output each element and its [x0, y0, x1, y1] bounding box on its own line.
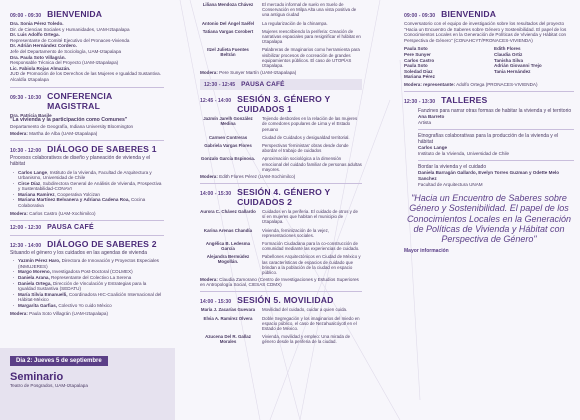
break1-header [10, 224, 164, 231]
project-quote: "Hacia un Encuentro de Saberes sobre Género y Sostenibilidad. El papel de los Conocimientos Locales en la Generación de Políticas de Vivienda y Hábitat con Perspectiva de Género" [406, 193, 572, 244]
keynote-time: 09:30 - 10:30 [10, 94, 42, 101]
workshop-item [418, 133, 574, 156]
divider [200, 183, 362, 184]
speaker-name: Itzel Julieta Fuentes Beltrán [207, 47, 249, 58]
item-detail: Cocina Colaborativa [18, 197, 146, 209]
item-name: Circe Díaz [18, 180, 41, 186]
dialogue1-subtitle: Procesos colaborativos de diseño y planeación de vivienda y el hábitat [10, 155, 151, 167]
break1-time: 12:00 - 12:30 [10, 224, 42, 231]
talleres-time: 12:30 - 13:30 [404, 98, 436, 105]
item-name: Yazmín Pérez Haro, [18, 258, 61, 264]
speaker-name: María J. Zacarías Guevara [200, 307, 256, 313]
day2-title: Seminario [10, 371, 64, 383]
dialogue2-subtitle: Situando el género y los cuidados en las agendas de vivienda [10, 249, 148, 256]
divider [10, 220, 164, 221]
team-name: Tanisha Silva [494, 57, 524, 63]
column-day-2 [400, 0, 580, 420]
dialogue1-time: 10:30 - 12:00 [10, 148, 42, 155]
item-name: Margarita Garfias, [18, 303, 58, 308]
talk-title: Aproximación sociológica a la dimensión emocional del cuidado familiar de personas adultas mayores. [262, 156, 362, 172]
session5-title: SESIÓN 5. MOVILIDAD [237, 295, 334, 306]
speaker-name: Aurora C. Chávez Gallardo [200, 209, 256, 215]
workshop-host: Carlos Lange [418, 145, 448, 151]
speaker-name: Liliana Mendoza Chávez [202, 2, 254, 7]
session3-header [200, 94, 362, 114]
column-sessions [196, 0, 366, 420]
team-name: Tania Hernández [494, 68, 531, 74]
break-bar [200, 79, 362, 90]
workshop-host: Ana Barreto [418, 113, 445, 119]
break2-header [204, 81, 358, 88]
list-item [10, 292, 164, 303]
day2-band [0, 348, 175, 420]
moderator-label: Modera: [200, 174, 218, 180]
session4-header [200, 187, 362, 207]
item-detail: Colectivo Yo cuido México [58, 303, 112, 308]
divider [10, 140, 164, 141]
workshop-list [404, 108, 574, 187]
keynote-affiliation: Departamento de Geografía, Indiana University Bloomington [10, 123, 134, 129]
list-item: · Mariana Ramírez, Cooperativa Yolcizan [10, 192, 164, 198]
item-name: María Silvia Emanuelli, [18, 291, 68, 297]
team-name: Paula Soto [404, 46, 428, 52]
day2-subtitle: Teatro de Posgrados, UAM-Iztapalapa [10, 383, 88, 388]
workshop-title: Etnografías colaborativas para la producción de la vivienda y el hábitat [418, 133, 559, 146]
names-right [494, 46, 574, 80]
break2-title: PAUSA CAFÉ [241, 81, 285, 89]
more-info-link[interactable]: Mayor información [404, 248, 449, 255]
person-name: Dra. Paula Soto Villagrán. [10, 54, 66, 60]
speaker-name: Tatiana Vargas Corobert [202, 28, 254, 34]
speaker-name: Elvia A. Ramírez Olvera [203, 315, 253, 321]
welcome-time: 09:00 - 09:30 [10, 13, 42, 19]
item-name: Mariana Ramírez [18, 191, 55, 197]
divider [418, 129, 574, 130]
dialogue1-title: DIÁLOGO DE SABERES 1 [47, 144, 157, 155]
person-name: Dra. Sonia Pérez Toledo. [10, 21, 64, 26]
workshop-affiliation: Instituto de la Vivienda, Universidad de Chile [418, 150, 510, 156]
welcome2-time: 09:00 - 09:30 [404, 13, 436, 19]
moderator-name: Adolfo Ortega (PRONACES-VIVIENDA) [456, 81, 538, 87]
divider [418, 160, 574, 161]
item-detail: Directora de Innovación y Proyectos Especiales (INMUJERES) [18, 258, 159, 269]
person-name: Dr. Adrián Hernández Cordero. [10, 43, 77, 49]
talk-title: El mercado informal de suelo en Suelo de Conservación en Milpa Alta una vista positiva de una antigua ciudad [262, 2, 357, 18]
talk-title: Cuidados en la periferia. El cuidado de otros y de sí en mujeres que habitan el municipio de Iztapalapa. [262, 209, 358, 225]
speaker-name: Gonzalo García Espinosa. [200, 156, 256, 162]
moderator-name: Pere Sunyer Martín (UAM-Iztapalapa) [219, 70, 297, 76]
break2-time: 12:30 - 12:45 [204, 82, 236, 89]
workshop-title: Bordar la vivienda y el cuidado [418, 164, 487, 171]
day2-label: Dia 2: Jueves 5 de septiembre [10, 356, 108, 366]
item-detail: Cooperativa Yolcizan [57, 191, 100, 197]
list-item [10, 197, 164, 208]
names-left [404, 46, 484, 80]
item-name: Carlos Lange [18, 169, 48, 175]
team-name: Pere Sunyer [404, 51, 431, 57]
team-name: Paula Soto [404, 63, 428, 69]
welcome2-title: BIENVENIDA [441, 9, 497, 19]
top-session-moderator [200, 70, 362, 75]
item-name: Margo Moreno, [18, 269, 51, 275]
workshop-affiliation: Facultad de Arquitectura UNAM [418, 181, 483, 187]
session5-header [200, 295, 362, 305]
welcome2-text: Conversatorio con el equipo de investigación sobre los resultados del proyecto "Hacia un Encuentro de Saberes sobre Género y Sostenibilidad. El papel de los Conocimientos Locales en la Generación de Políticas de Vivienda y Hábitat con Perspectiva de Género" (CONAHCYT/PRONACES-VIVIENDA) [404, 21, 567, 43]
person-role: Dir. de Ciencias Sociales y Humanidades, UAM-Iztapalapa [10, 26, 130, 32]
dialogue2-title: DIÁLOGO DE SABERES 2 [47, 238, 157, 249]
speaker-name: Karina Arenas Chandía [203, 227, 253, 233]
divider [404, 91, 574, 92]
team-name: Edith Flores [494, 46, 521, 52]
welcome-title: BIENVENIDA [47, 9, 103, 19]
team-name: Soledad Diaz [404, 68, 433, 74]
welcome-header [10, 9, 164, 19]
speaker-name: Carmen Contreras [208, 134, 248, 140]
session3-time: 12:45 - 14:00 [200, 98, 232, 105]
person-role: JUD de Promoción de los Derechos de las Mujeres e Igualdad Sustantiva. Alcaldía Iztapalapa [10, 71, 161, 82]
team-name: Claudia Ortiz [494, 51, 523, 57]
keynote-topic: "La vivienda y la participación como Comunes" [10, 117, 128, 124]
moderator-label: Modera: [10, 310, 28, 316]
item-name: Daniela Ortega, [18, 280, 52, 286]
item-detail: Representante del Colectivo La Serena [51, 275, 132, 281]
dialogue1-header [10, 144, 164, 154]
speaker-name: Alejandra Bermúdez Mogollán. [206, 254, 250, 265]
moderator-name: Carlos Castro (UAM-Xochimilco) [29, 210, 96, 216]
keynote-header [10, 91, 164, 111]
team-names [404, 46, 574, 80]
welcome2-header [404, 9, 574, 19]
moderator-label: Modera: [200, 277, 218, 283]
list-item [10, 303, 164, 309]
speaker-name: Gabriela Vargas Flores [204, 143, 252, 149]
team-name: Adrián Giovanni Trejo [494, 63, 542, 69]
divider [10, 87, 164, 88]
item-name: Daniela Arana, [18, 275, 50, 281]
keynote-title: CONFERENCIA MAGISTRAL [47, 90, 113, 111]
team-name: Mariana Pérez [404, 74, 435, 80]
list-item: · Carlos Lange, Instituto de la Vivienda, Facultad de Arquitectura y Urbanismo, Universidad de Chile [10, 170, 164, 181]
keynote-moderator [10, 131, 164, 136]
speaker-name: Angélica B. Ledesma García [205, 241, 251, 252]
person-role: Responsable Técnica del Proyecto (UAM-Iztapalapa) [10, 60, 119, 66]
talk-title: Ciudad de Cuidados y desigualdad territorial. [262, 134, 350, 140]
moderator-name: Claudia Zamorano (Centro de Investigaciones y Estudios Superiores en Antropología Social, CIESAS CDMX) [200, 277, 359, 288]
moderator-label: Modera: representante: [404, 81, 456, 87]
divider [10, 235, 164, 236]
workshop-item [418, 108, 574, 125]
dialogue2-time: 12:30 - 14:00 [10, 242, 42, 249]
session3-moderator [200, 174, 362, 179]
dialogue2-header [10, 239, 164, 249]
talleres-title: TALLERES [441, 94, 488, 105]
session4-table [200, 209, 362, 275]
session4-time: 14:00 - 15:30 [200, 191, 232, 198]
session3-table [200, 116, 362, 172]
person-role: Representante de Comité Ejecutivo del Pronaces-Vivienda [10, 37, 130, 43]
session5-table [200, 307, 362, 344]
top-session-table [200, 2, 362, 68]
moderator-label: Modera: [200, 70, 218, 76]
talk-title: Movilidad del cuidado, cuidar a quien cuida. [262, 307, 348, 313]
speaker-name: Jazmín Jarelh González Medina [203, 116, 253, 127]
item-detail: Coordinadora HIC-Coalición Internacional del Hábitat-México [18, 291, 162, 303]
item-detail: Instituto de la Vivienda, Facultad de Arquitectura y Urbanismo, Universidad de Chile [18, 169, 152, 181]
workshop-affiliation: Artista [418, 119, 432, 125]
dialogue2-moderator [10, 311, 164, 316]
workshop-host: Daniela Barragán Gallardo, Evelyn Torres Guzman y Odette Melo Sanchez [418, 170, 560, 181]
moderator-label: Modera: [10, 210, 28, 216]
item-detail: Dirección de Vinculación y Estrategias para la Igualdad Sustantiva (SEDATU) [18, 280, 147, 292]
talleres-header [404, 95, 574, 105]
moderator-name: Paula Soto Villagrán (UAM-Iztapalapa) [29, 310, 108, 316]
person-name: Lic. Fabiola Rojas Almazán. [10, 65, 71, 71]
talk-title: Mujeres reescribiendo la periferia: Creación de narrativas espaciales para resignificar el hábitat en Iztapalapa [262, 28, 361, 45]
session5-time: 14:00 - 15:30 [200, 299, 232, 306]
talk-title: Vivienda, movilidad y empleo: Una mirada de género desde la periferia de la ciudad. [262, 334, 351, 345]
keynote-speaker: Dra. Patricia Basile [10, 112, 52, 118]
talk-title: Perspectivas 'feministas' obras desde donde abordar el trabajo de cuidados [262, 143, 349, 154]
talk-title: La regularización de la chinampa. [262, 20, 328, 26]
person-name: Dr. Luis Adolfo Ortega. [10, 32, 60, 38]
item-detail: Investigadora Post-Doctoral (COLMEX) [52, 269, 133, 275]
list-item [10, 258, 164, 269]
welcome-people [10, 21, 164, 83]
moderator-name: Martha de Alba (UAM-Iztapalapa) [29, 131, 98, 137]
workshop-item [418, 164, 574, 187]
divider [200, 291, 362, 292]
item-detail: Subdirectora General de Análisis de Vivienda, Prospectiva y Sustentabilidad-CONAVI [18, 180, 162, 192]
talk-title: Vivienda, feminización de la vejez, representaciones sociales. [262, 227, 330, 238]
item-name: Mariana Martínez Belvanera y Adriana Cadena Roa, [18, 197, 130, 203]
welcome2-moderator [404, 82, 574, 87]
session4-moderator [200, 277, 362, 287]
workshop-title: Fanzines para narrar otras formas de habitar la vivienda y el territorio [418, 107, 572, 114]
session3-title: SESIÓN 3. GÉNERO Y CUIDADOS 1 [237, 94, 331, 115]
list-item [10, 281, 164, 292]
talk-title: Tejiendo desbordes en la relación de las mujeres de comedores populares de Lima y el Estado peruano [262, 116, 358, 132]
list-item: · Circe Díaz, Subdirectora General de Análisis de Vivienda, Prospectiva y Sustentabilidad-CONAVI [10, 181, 164, 192]
moderator-name: Edith Flores Pérez (UAM-Xochimilco) [219, 174, 296, 180]
speaker-name: Antonio Del Ángel Saéfel [201, 20, 255, 26]
session4-title: SESIÓN 4. GÉNERO Y CUIDADOS 2 [237, 187, 331, 208]
speaker-name: Azucena Del R. Gallaz Morales [205, 334, 251, 345]
team-name: Carlos Castro [404, 57, 435, 63]
dialogue1-moderator [10, 211, 164, 216]
talk-title: Palabreras de Imaginarios como herramienta para visibilizar procesos de cocreación de grandes equipamientos públicos. El caso de UTOPÍAS Iztapalapa. [262, 47, 360, 69]
talk-title: Doble Segregación y los imaginarios del miedo en espacio público, el caso de Nezahualcóyotl en el Estado de México. [262, 315, 360, 331]
person-role: Jefe del Departamento de Sociología, UAM-Iztapalapa [10, 48, 122, 54]
talk-title: Pabellones Arquitectónicos en Ciudad de México y las características de espacios de cuidado que brindan a la población de la ciudad en espacio público. [262, 254, 361, 276]
break1-title: PAUSA CAFÉ [47, 223, 94, 231]
talk-title: Formación Ciudadana para la co-construcción de comunidad mediante las experiencias de cuidado. [262, 241, 360, 252]
moderator-label: Modera: [10, 131, 28, 137]
